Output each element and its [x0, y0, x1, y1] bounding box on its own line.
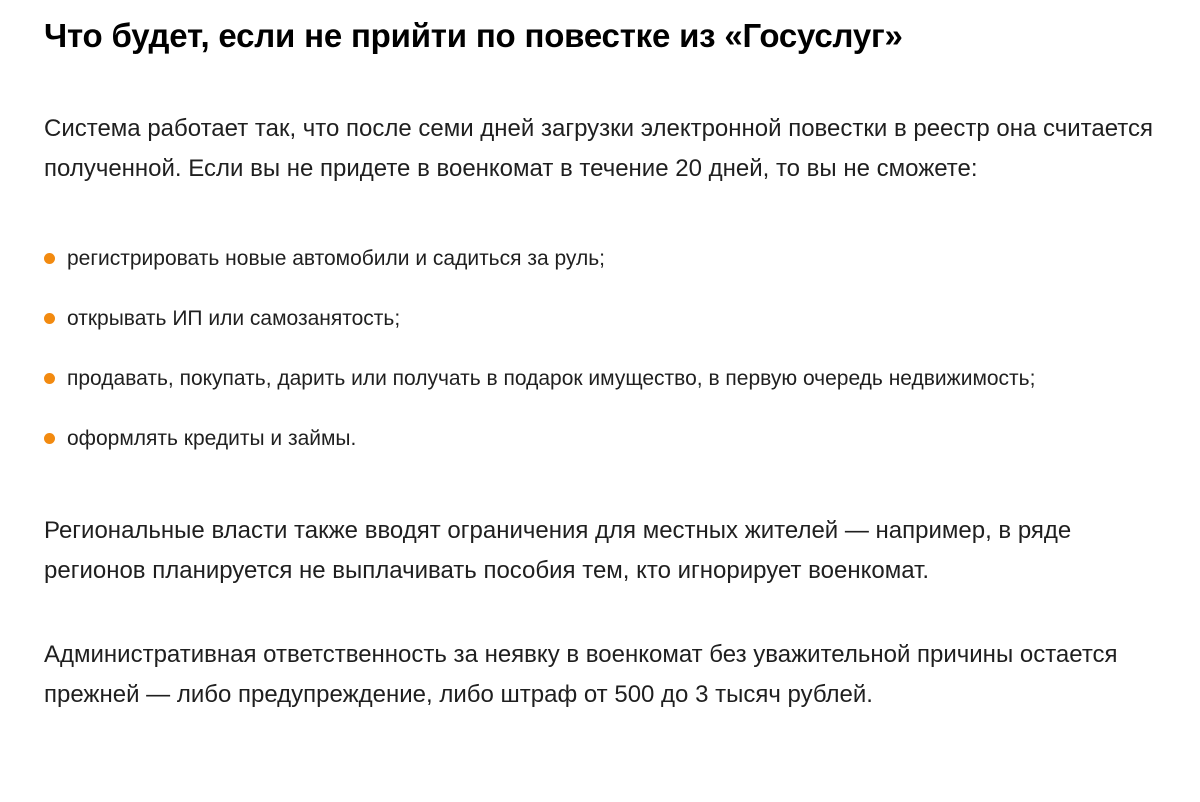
bullet-icon	[44, 433, 55, 444]
list-item-text: открывать ИП или самозанятость;	[67, 307, 401, 330]
list-item	[44, 422, 1057, 456]
list-item-text: регистрировать новые автомобили и садиться за руль;	[67, 247, 605, 270]
article-heading: Что будет, если не прийти по повестке из «Госуслуг»	[44, 17, 903, 54]
list-item-text: оформлять кредиты и займы.	[67, 427, 357, 450]
list-item	[44, 242, 1057, 276]
list-item	[44, 302, 1057, 336]
bullet-icon	[44, 253, 55, 264]
article	[44, 0, 1174, 715]
bullet-icon	[44, 313, 55, 324]
restrictions-list	[44, 242, 1174, 456]
admin-paragraph: Административная ответственность за неявку в военкомат без уважительной причины остается прежней — либо предупреждение, либо штраф от 500 до 3 тысяч рублей.	[44, 641, 1118, 708]
bullet-icon	[44, 373, 55, 384]
regional-paragraph: Региональные власти также вводят ограничения для местных жителей — например, в ряде регионов планируется не выплачивать пособия тем, кто игнорирует военкомат.	[44, 517, 1072, 584]
list-item-text: продавать, покупать, дарить или получать в подарок имущество, в первую очередь недвижимость;	[67, 367, 1036, 390]
list-item	[44, 362, 1057, 396]
intro-paragraph: Система работает так, что после семи дней загрузки электронной повестки в реестр она считается полученной. Если вы не придете в военкомат в течение 20 дней, то вы не сможете:	[44, 115, 1154, 182]
